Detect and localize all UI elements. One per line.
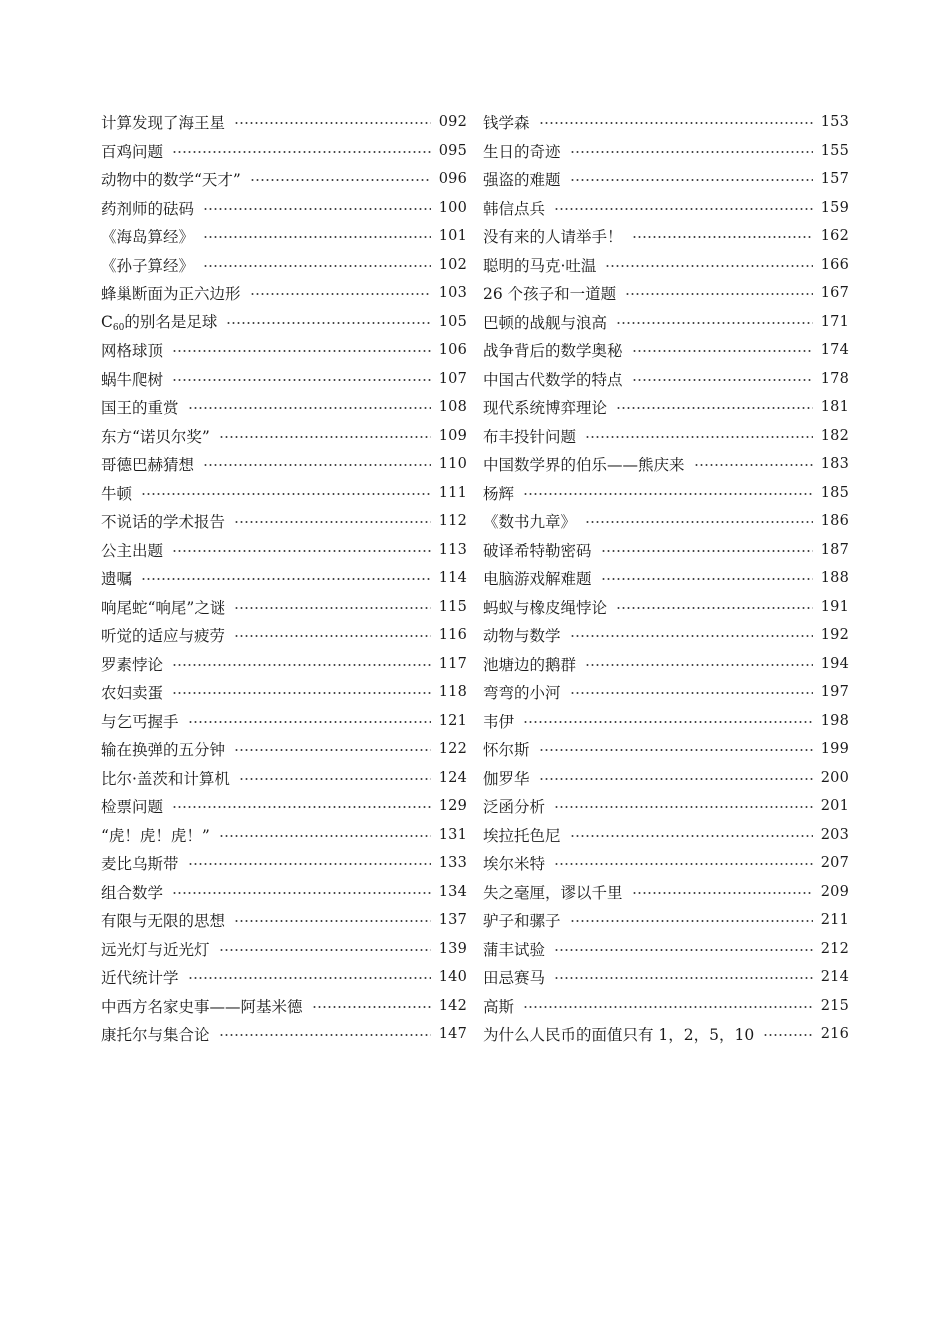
- toc-entry-title: 麦比乌斯带: [101, 855, 179, 874]
- toc-entry[interactable]: [101, 707, 467, 736]
- toc-leader-dots: [632, 350, 813, 352]
- toc-leader-dots: [219, 949, 431, 951]
- toc-entry-title: 蜗牛爬树: [101, 370, 164, 389]
- toc-leader-dots: [234, 920, 431, 922]
- toc-entry-title: 埃拉托色尼: [483, 826, 561, 845]
- toc-page-number: 103: [438, 285, 467, 302]
- toc-entry[interactable]: [483, 678, 849, 707]
- toc-entry[interactable]: [101, 479, 467, 508]
- toc-page-number: 181: [820, 399, 849, 416]
- toc-entry[interactable]: [101, 963, 467, 992]
- toc-entry-title: 中国数学界的伯乐——熊庆来: [483, 456, 685, 475]
- toc-entry-title: 国王的重赏: [101, 399, 179, 418]
- toc-leader-dots: [234, 521, 431, 523]
- toc-leader-dots: [570, 179, 813, 181]
- toc-leader-dots: [203, 208, 431, 210]
- toc-entry[interactable]: [483, 450, 849, 479]
- toc-entry-title: 康托尔与集合论: [101, 1026, 210, 1045]
- toc-entry[interactable]: [101, 593, 467, 622]
- toc-entry-title: 不说话的学术报告: [101, 513, 226, 532]
- toc-entry[interactable]: [483, 222, 849, 251]
- toc-page-number: 100: [438, 199, 467, 216]
- toc-entry[interactable]: [101, 564, 467, 593]
- toc-entry-title: 韦伊: [483, 712, 515, 731]
- toc-entry[interactable]: [483, 536, 849, 565]
- toc-entry-title-rest: 的别名是足球: [124, 313, 218, 332]
- toc-leader-dots: [172, 350, 431, 352]
- toc-entry-title: 埃尔米特: [483, 855, 546, 874]
- toc-entry-title: 高斯: [483, 997, 515, 1016]
- toc-entry[interactable]: [483, 849, 849, 878]
- toc-entry-title: 韩信点兵: [483, 199, 546, 218]
- toc-page-number: 095: [438, 142, 467, 159]
- toc-entry[interactable]: [101, 849, 467, 878]
- toc-page-number: 182: [820, 427, 849, 444]
- toc-leader-dots: [554, 863, 813, 865]
- toc-leader-dots: [539, 749, 813, 751]
- toc-page-number: 109: [438, 427, 467, 444]
- toc-entry-title: 检票问题: [101, 798, 164, 817]
- toc-entry[interactable]: [101, 735, 467, 764]
- toc-entry-title: 响尾蛇“响尾”之谜: [101, 598, 226, 617]
- toc-entry-title-subscript: 60: [112, 323, 125, 334]
- toc-leader-dots: [188, 977, 431, 979]
- toc-entry[interactable]: [483, 1020, 849, 1049]
- toc-entry-title: [101, 310, 217, 333]
- toc-leader-dots: [616, 607, 813, 609]
- toc-page-number: 211: [820, 912, 849, 929]
- toc-entry[interactable]: [101, 650, 467, 679]
- toc-leader-dots: [616, 407, 813, 409]
- toc-entry[interactable]: [483, 821, 849, 850]
- toc-entry-title: 巴顿的战舰与浪高: [483, 313, 608, 332]
- toc-page-number: 140: [438, 969, 467, 986]
- toc-leader-dots: [570, 920, 813, 922]
- toc-entry[interactable]: [101, 450, 467, 479]
- toc-entry[interactable]: [101, 165, 467, 194]
- toc-page-number: 112: [438, 513, 467, 530]
- toc-page-number: 107: [438, 370, 467, 387]
- toc-entry[interactable]: [101, 422, 467, 451]
- toc-page-number: 137: [438, 912, 467, 929]
- toc-leader-dots: [605, 265, 812, 267]
- toc-entry[interactable]: [483, 935, 849, 964]
- toc-entry[interactable]: [101, 821, 467, 850]
- toc-entry-title: 现代系统博弈理论: [483, 399, 608, 418]
- toc-leader-dots: [601, 550, 813, 552]
- toc-entry-title: 百鸡问题: [101, 142, 164, 161]
- toc-leader-dots: [141, 493, 431, 495]
- toc-leader-dots: [554, 208, 813, 210]
- toc-entry[interactable]: [101, 1020, 467, 1049]
- toc-entry[interactable]: [483, 593, 849, 622]
- toc-page-number: 121: [438, 712, 467, 729]
- toc-leader-dots: [234, 122, 431, 124]
- toc-page-number: 092: [438, 114, 467, 131]
- toc-entry-title: “虎！虎！虎！”: [101, 826, 210, 845]
- toc-leader-dots: [250, 179, 431, 181]
- toc-entry[interactable]: [101, 992, 467, 1021]
- toc-page-number: 197: [820, 684, 849, 701]
- toc-entry[interactable]: [483, 735, 849, 764]
- toc-leader-dots: [554, 977, 813, 979]
- toc-entry[interactable]: [101, 308, 467, 337]
- toc-entry-title: 《孙子算经》: [101, 256, 195, 275]
- toc-leader-dots: [219, 1034, 431, 1036]
- toc-entry[interactable]: [483, 707, 849, 736]
- toc-leader-dots: [219, 835, 431, 837]
- toc-entry-title: 《海岛算经》: [101, 228, 195, 247]
- toc-leader-dots: [312, 1006, 431, 1008]
- toc-entry[interactable]: [483, 479, 849, 508]
- toc-entry[interactable]: [483, 792, 849, 821]
- toc-leader-dots: [172, 692, 431, 694]
- toc-leader-dots: [188, 721, 431, 723]
- toc-entry[interactable]: [483, 764, 849, 793]
- toc-entry-title: 26 个孩子和一道题: [483, 285, 617, 304]
- toc-page-number: 188: [820, 570, 849, 587]
- toc-leader-dots: [172, 664, 431, 666]
- toc-page-number: 174: [820, 342, 849, 359]
- toc-leader-dots: [632, 236, 813, 238]
- toc-page-number: 203: [820, 826, 849, 843]
- toc-leader-dots: [188, 863, 431, 865]
- toc-page-number: 096: [438, 171, 467, 188]
- toc-leader-dots: [570, 692, 813, 694]
- toc-page-number: 102: [438, 256, 467, 273]
- toc-leader-dots: [585, 521, 813, 523]
- toc-entry-title: 东方“诺贝尔奖”: [101, 427, 210, 446]
- toc-leader-dots: [632, 892, 813, 894]
- toc-page-number: 199: [820, 741, 849, 758]
- toc-entry[interactable]: [101, 678, 467, 707]
- toc-entry-title: 泛函分析: [483, 798, 546, 817]
- toc-entry-title: 蚂蚁与橡皮绳悖论: [483, 598, 608, 617]
- toc-leader-dots: [250, 293, 431, 295]
- toc-leader-dots: [203, 265, 431, 267]
- toc-entry-title: 聪明的马克·吐温: [483, 256, 597, 275]
- toc-leader-dots: [172, 379, 431, 381]
- toc-entry[interactable]: [483, 308, 849, 337]
- toc-entry[interactable]: [101, 878, 467, 907]
- toc-page-number: 212: [820, 940, 849, 957]
- table-of-contents: [101, 108, 849, 1049]
- toc-entry-title: 强盗的难题: [483, 171, 561, 190]
- toc-page-number: 117: [438, 655, 467, 672]
- toc-leader-dots: [632, 379, 813, 381]
- toc-entry-title: 农妇卖蛋: [101, 684, 164, 703]
- toc-leader-dots: [570, 151, 813, 153]
- toc-leader-dots: [523, 493, 813, 495]
- toc-leader-dots: [172, 806, 431, 808]
- toc-entry-title: 听觉的适应与疲劳: [101, 627, 226, 646]
- toc-entry[interactable]: [101, 279, 467, 308]
- toc-page-number: 108: [438, 399, 467, 416]
- toc-entry[interactable]: [483, 621, 849, 650]
- toc-entry-title: 远光灯与近光灯: [101, 940, 210, 959]
- toc-entry[interactable]: [101, 507, 467, 536]
- toc-column-right: [483, 108, 849, 1049]
- toc-leader-dots: [523, 721, 813, 723]
- toc-leader-dots: [141, 578, 431, 580]
- toc-entry[interactable]: [483, 507, 849, 536]
- toc-entry[interactable]: [483, 165, 849, 194]
- toc-page-number: 214: [820, 969, 849, 986]
- toc-entry-title: 战争背后的数学奥秘: [483, 342, 623, 361]
- toc-entry[interactable]: [483, 137, 849, 166]
- toc-leader-dots: [234, 749, 431, 751]
- toc-entry[interactable]: [101, 764, 467, 793]
- toc-entry[interactable]: [101, 108, 467, 137]
- toc-page-number: 139: [438, 940, 467, 957]
- toc-entry[interactable]: [101, 935, 467, 964]
- toc-entry-title: 罗素悖论: [101, 655, 164, 674]
- toc-entry-title: 组合数学: [101, 883, 164, 902]
- toc-page-number: 201: [820, 798, 849, 815]
- toc-page-number: 157: [820, 171, 849, 188]
- toc-leader-dots: [172, 550, 431, 552]
- toc-entry[interactable]: [101, 222, 467, 251]
- toc-page-number: 115: [438, 598, 467, 615]
- toc-leader-dots: [585, 436, 813, 438]
- toc-page-number: 155: [820, 142, 849, 159]
- toc-entry[interactable]: [483, 992, 849, 1021]
- toc-leader-dots: [694, 464, 813, 466]
- toc-page-number: 133: [438, 855, 467, 872]
- toc-page-number: 183: [820, 456, 849, 473]
- toc-entry[interactable]: [483, 365, 849, 394]
- toc-page-number: 131: [438, 826, 467, 843]
- toc-leader-dots: [601, 578, 813, 580]
- toc-page-number: 166: [820, 256, 849, 273]
- toc-entry-title: 田忌赛马: [483, 969, 546, 988]
- toc-page-number: 114: [438, 570, 467, 587]
- toc-page-number: 192: [820, 627, 849, 644]
- toc-page-number: 209: [820, 883, 849, 900]
- toc-page-number: 216: [820, 1026, 849, 1043]
- toc-page-number: 147: [438, 1026, 467, 1043]
- toc-entry-title: 有限与无限的思想: [101, 912, 226, 931]
- toc-entry-title: 计算发现了海王星: [101, 114, 226, 133]
- toc-entry-title: 网格球顶: [101, 342, 164, 361]
- toc-entry[interactable]: [483, 906, 849, 935]
- toc-leader-dots: [203, 464, 431, 466]
- toc-entry[interactable]: [101, 336, 467, 365]
- toc-leader-dots: [523, 1006, 813, 1008]
- toc-entry-title: 遗嘱: [101, 570, 133, 589]
- toc-entry[interactable]: [101, 621, 467, 650]
- toc-entry-title: 药剂师的砝码: [101, 199, 195, 218]
- toc-entry-title: 没有来的人请举手！: [483, 228, 623, 247]
- toc-entry-title: 失之毫厘，谬以千里: [483, 883, 623, 902]
- toc-page-number: 207: [820, 855, 849, 872]
- toc-leader-dots: [234, 607, 430, 609]
- toc-entry-title: 动物与数学: [483, 627, 561, 646]
- toc-page-number: 124: [438, 769, 467, 786]
- toc-entry-title: 为什么人民币的面值只有 1，2，5，10: [483, 1026, 755, 1045]
- toc-entry-title: 近代统计学: [101, 969, 179, 988]
- toc-entry[interactable]: [483, 650, 849, 679]
- toc-page-number: 134: [438, 883, 467, 900]
- toc-page-number: 178: [820, 370, 849, 387]
- toc-entry[interactable]: [101, 194, 467, 223]
- toc-entry-title: 怀尔斯: [483, 741, 530, 760]
- toc-page-number: 105: [438, 313, 467, 330]
- toc-entry-title: 《数书九章》: [483, 513, 577, 532]
- toc-page-number: 191: [820, 598, 849, 615]
- toc-entry-title: 伽罗华: [483, 769, 530, 788]
- toc-page-number: 200: [820, 769, 849, 786]
- toc-page-number: 122: [438, 741, 467, 758]
- toc-leader-dots: [570, 835, 813, 837]
- toc-page-number: 142: [438, 997, 467, 1014]
- toc-entry-title: 动物中的数学“天才”: [101, 171, 241, 190]
- toc-leader-dots: [172, 892, 431, 894]
- toc-entry[interactable]: [101, 792, 467, 821]
- toc-entry-title: 比尔·盖茨和计算机: [101, 769, 230, 788]
- toc-column-left: [101, 108, 467, 1049]
- toc-entry-title: 蒲丰试验: [483, 940, 546, 959]
- toc-page-number: 106: [438, 342, 467, 359]
- toc-page-number: 185: [820, 484, 849, 501]
- toc-page-number: 118: [438, 684, 467, 701]
- toc-entry-title: 破译希特勒密码: [483, 541, 592, 560]
- toc-entry[interactable]: [101, 365, 467, 394]
- toc-entry[interactable]: [101, 137, 467, 166]
- toc-page-number: 186: [820, 513, 849, 530]
- toc-page-number: 162: [820, 228, 849, 245]
- toc-leader-dots: [585, 664, 813, 666]
- toc-leader-dots: [570, 635, 813, 637]
- toc-entry-title: 生日的奇迹: [483, 142, 561, 161]
- toc-page-number: 167: [820, 285, 849, 302]
- toc-entry[interactable]: [483, 251, 849, 280]
- toc-entry-title: 公主出题: [101, 541, 164, 560]
- toc-entry[interactable]: [101, 393, 467, 422]
- toc-entry-title: 牛顿: [101, 484, 133, 503]
- toc-page-number: 113: [438, 541, 467, 558]
- toc-leader-dots: [172, 151, 431, 153]
- toc-entry-title: 与乞丐握手: [101, 712, 179, 731]
- toc-entry[interactable]: [483, 336, 849, 365]
- toc-leader-dots: [219, 436, 431, 438]
- toc-entry[interactable]: [483, 963, 849, 992]
- toc-entry-title: 哥德巴赫猜想: [101, 456, 195, 475]
- toc-page-number: 215: [820, 997, 849, 1014]
- toc-entry-title: 中西方名家史事——阿基米德: [101, 997, 303, 1016]
- toc-page-number: 198: [820, 712, 849, 729]
- toc-entry[interactable]: [101, 906, 467, 935]
- toc-leader-dots: [763, 1034, 812, 1036]
- toc-entry-title: 布丰投针问题: [483, 427, 577, 446]
- toc-entry-title: 弯弯的小河: [483, 684, 561, 703]
- toc-leader-dots: [226, 322, 430, 324]
- toc-entry[interactable]: [483, 878, 849, 907]
- toc-entry-title-prefix: C: [101, 313, 113, 332]
- toc-entry[interactable]: [483, 108, 849, 137]
- toc-entry-title: 杨辉: [483, 484, 515, 503]
- toc-entry-title: 电脑游戏解难题: [483, 570, 592, 589]
- toc-entry-title: 驴子和骡子: [483, 912, 561, 931]
- toc-leader-dots: [616, 322, 813, 324]
- toc-page-number: 101: [438, 228, 467, 245]
- toc-page-number: 111: [438, 484, 467, 501]
- toc-entry[interactable]: [483, 194, 849, 223]
- toc-entry[interactable]: [101, 251, 467, 280]
- toc-leader-dots: [203, 236, 431, 238]
- toc-entry[interactable]: [483, 393, 849, 422]
- toc-entry[interactable]: [483, 422, 849, 451]
- toc-entry-title: 蜂巢断面为正六边形: [101, 285, 241, 304]
- toc-entry-title: 中国古代数学的特点: [483, 370, 623, 389]
- toc-leader-dots: [625, 293, 813, 295]
- toc-leader-dots: [554, 806, 813, 808]
- toc-leader-dots: [539, 122, 813, 124]
- toc-page-number: 153: [820, 114, 849, 131]
- toc-page-number: 171: [820, 313, 849, 330]
- toc-page-number: 116: [438, 627, 467, 644]
- toc-entry-title: 输在换弹的五分钟: [101, 741, 226, 760]
- toc-page-number: 194: [820, 655, 849, 672]
- toc-entry-title: 钱学森: [483, 114, 530, 133]
- toc-entry[interactable]: [101, 536, 467, 565]
- toc-leader-dots: [239, 778, 431, 780]
- toc-entry-title: 池塘边的鹅群: [483, 655, 577, 674]
- toc-page-number: 129: [438, 798, 467, 815]
- toc-page-number: 110: [438, 456, 467, 473]
- toc-page-number: 159: [820, 199, 849, 216]
- toc-leader-dots: [554, 949, 813, 951]
- toc-leader-dots: [234, 635, 431, 637]
- toc-leader-dots: [539, 778, 813, 780]
- toc-entry[interactable]: [483, 564, 849, 593]
- toc-entry[interactable]: [483, 279, 849, 308]
- toc-leader-dots: [188, 407, 431, 409]
- toc-page-number: 187: [820, 541, 849, 558]
